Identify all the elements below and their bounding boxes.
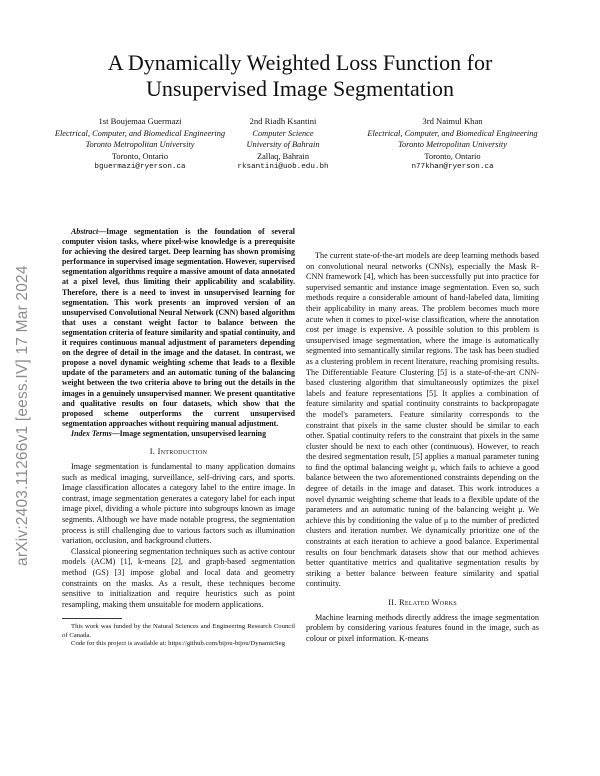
paragraph: Image segmentation is fundamental to many application domains such as medical imaging, surveillance, self-driving cars, and sports. Image classification allocates a category label to the entire image. In contrast, image segmentation generates a category label for each input image pixel, dividing a whole picture into subgroups known as image segments. Although we have made notable progress, the segmentation process is still challenging due to various factors such as illumination variation, occlusion, and background clutters. (62, 462, 295, 546)
author-institution: Toronto Metropolitan University (398, 140, 507, 149)
abstract-label: Abstract (71, 227, 99, 236)
author-email: rksantini@uob.edu.bh (237, 163, 329, 171)
author-1 (40, 116, 240, 174)
index-terms-text: —Image segmentation, unsupervised learning (111, 428, 267, 438)
author-affiliation: Electrical, Computer, and Biomedical Engineering (54, 128, 226, 138)
author-institution: Toronto Metropolitan University (85, 140, 195, 149)
index-terms (62, 429, 295, 440)
footnote-code: Code for this project is available at: https://github.com/bijou-bijou/DynamicSeg (71, 640, 285, 648)
abstract-text: —Image segmentation is the foundation of several computer vision tasks, where pixel-wise knowledge is a prerequisite for achieving the desired target. Deep learning has shown promising performance in supervised image segmentation. However, supervised segmentation algorithms require a massive amount of data annotated at a pixel level, thus limiting their applicability and scalability. Therefore, there is a need to invest in unsupervised learning for segmentation. This work presents an improved version of an unsupervised Convolutional Neural Network (CNN) based algorithm that uses a constant weight factor to balance between the segmentation criteria of feature similarity and spatial continuity, and it requires continuous manual adjustment of parameters depending on the degree of detail in the image and the dataset. In contrast, we propose a novel dynamic weighting scheme that leads to a flexible update of the parameters and an automatic tuning of the balancing weight between the two criteria above to bring out the details in the images in a genuinely unsupervised manner. We present quantitative and qualitative results on four datasets, which show that the proposed scheme outperforms the current unsupervised segmentation approaches without requiring manual adjustment. (62, 227, 295, 428)
author-3 (340, 116, 565, 174)
footnote-funding: This work was funded by the Natural Sciences and Engineering Research Council of Canada. (62, 623, 295, 639)
section-heading-related-works: II. Related Works (388, 598, 457, 607)
author-2 (223, 116, 343, 174)
author-institution: University of Bahrain (246, 140, 320, 149)
section-heading-introduction: I. Introduction (149, 447, 208, 457)
paragraph: The current state-of-the-art models are deep learning methods based on convolutional neural networks (CNNs), especially the Mask R-CNN framework [4], which has been successfully put into practice for supervised semantic and instance image segmentation. Even so, such methods require a considerable amount of hand-labeled data, limiting their applicability in many areas. The problem becomes much more acute when it comes to pixel-wise classification, where the annotation cost per image is expensive. A possible solution to this problem is unsupervised image segmentation, where the image is automatically segmented into semantically similar regions. The task has been studied as a clustering problem in recent literature, reaching promising results. The Differentiable Feature Clustering [5] is a state-of-the-art CNN-based clustering algorithm that simultaneously optimizes the pixel labels and feature representations [5]. It applies a combination of feature similarity and spatial continuity constraints to backpropagate the model's parameters. Feature similarity corresponds to the constraint that pixels in the same cluster should be similar to each other. Spatial continuity refers to the constraint that pixels in the same cluster should be next to each other (continuous). However, to reach the desired segmentation result, [5] applies a manual parameter tuning to find the optimal balancing weight μ, which fails to achieve a good balance between the two aforementioned constraints depending on the degree of details in the image and dataset. This work introduces a novel dynamic weighting scheme that leads to a flexible update of the parameters and an automatic tuning of the balancing weight μ. We achieve this by conditioning the value of μ to the number of predicted clusters and iteration number. We dynamically prioritize one of the constraints at each iteration to achieve a good balance. Experimental results on four benchmark datasets show that our method achieves better quantitative metrics and qualitative segmentation results by striking a better balance between feature similarity and spatial continuity. (306, 251, 539, 589)
index-terms-label: Index Terms (71, 428, 112, 438)
footnote-rule (62, 618, 122, 619)
author-name: 1st Boujemaa Guermazi (98, 116, 182, 126)
author-affiliation: Electrical, Computer, and Biomedical Engineering (367, 128, 538, 138)
author-location: Toronto, Ontario (424, 151, 481, 161)
arxiv-stamp: arXiv:2403.11266v1 [eess.IV] 17 Mar 2024 (14, 265, 31, 566)
author-name: 2nd Riadh Ksantini (249, 116, 317, 126)
author-email: bguermazi@ryerson.ca (94, 163, 186, 171)
author-affiliation: Computer Science (252, 128, 314, 138)
author-location: Zallaq, Bahrain (256, 151, 310, 161)
paragraph: Classical pioneering segmentation techniques such as active contour models (ACM) [1], k-means [2], and graph-based segmentation method (GS) [3] impose global and local data and geometry constraints on the masks. As a result, these techniques become sensitive to initialization and require heuristics such as point resampling, making them unsuitable for modern applications. (62, 546, 295, 609)
paper-title: A Dynamically Weighted Loss Function for Unsupervised Image Segmentation (107, 50, 493, 101)
author-location: Toronto, Ontario (111, 151, 169, 161)
author-name: 3rd Naimul Khan (422, 116, 483, 126)
author-block (40, 116, 560, 186)
abstract (62, 227, 295, 429)
author-email: n77khan@ryerson.ca (411, 163, 494, 171)
right-column (306, 251, 539, 644)
left-column (62, 227, 295, 649)
paragraph: Machine learning methods directly address the image segmentation problem by considering various features found in the image, such as colour or pixel information. K-means (306, 612, 539, 643)
